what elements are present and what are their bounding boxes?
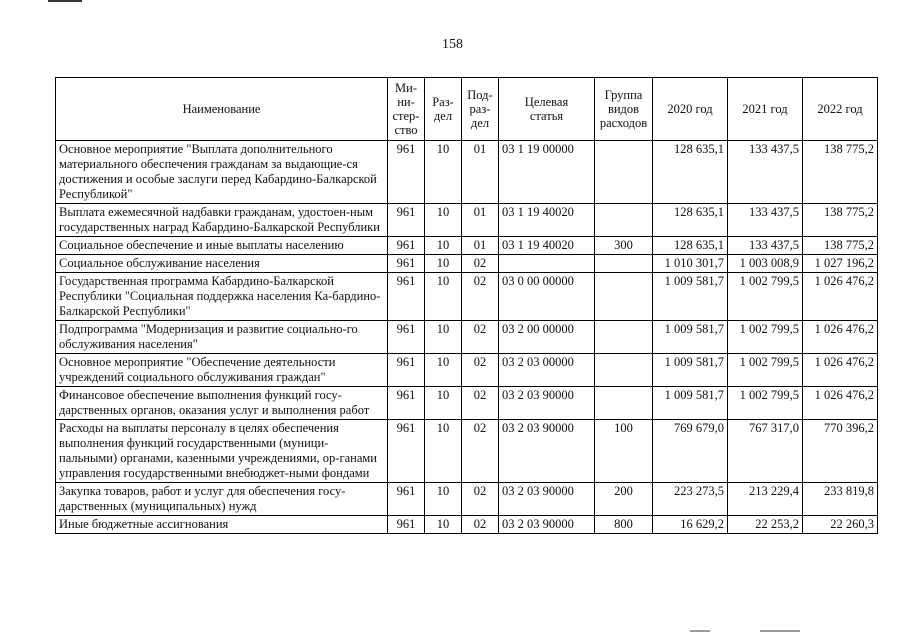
cell-subsection: 02 bbox=[462, 354, 499, 387]
cell-subsection: 02 bbox=[462, 255, 499, 273]
cell-target bbox=[499, 255, 595, 273]
cell-group bbox=[595, 273, 653, 321]
cell-group bbox=[595, 204, 653, 237]
table-row bbox=[56, 354, 878, 387]
cell-2021: 1 002 799,5 bbox=[728, 354, 803, 387]
cell-ministry: 961 bbox=[388, 354, 425, 387]
table-row bbox=[56, 204, 878, 237]
cell-2022: 138 775,2 bbox=[803, 237, 878, 255]
cell-2022: 1 026 476,2 bbox=[803, 387, 878, 420]
cell-2021: 133 437,5 bbox=[728, 237, 803, 255]
cell-section: 10 bbox=[425, 354, 462, 387]
cell-section: 10 bbox=[425, 387, 462, 420]
cell-section: 10 bbox=[425, 273, 462, 321]
header-2020: 2020 год bbox=[653, 78, 728, 141]
cell-target: 03 2 03 90000 bbox=[499, 483, 595, 516]
cell-2020: 1 009 581,7 bbox=[653, 387, 728, 420]
cell-section: 10 bbox=[425, 255, 462, 273]
cell-subsection: 02 bbox=[462, 516, 499, 534]
cell-target: 03 0 00 00000 bbox=[499, 273, 595, 321]
cell-name: Расходы на выплаты персоналу в целях обеспечения выполнения функций государственными (муници-пальными) органами, казенными учреждениями, ор-ганами управления государственными внебюджет-ными фондами bbox=[56, 420, 388, 483]
cell-2021: 767 317,0 bbox=[728, 420, 803, 483]
cell-target: 03 2 03 90000 bbox=[499, 387, 595, 420]
header-group: Группа видов расходов bbox=[595, 78, 653, 141]
cell-group: 200 bbox=[595, 483, 653, 516]
cell-subsection: 02 bbox=[462, 387, 499, 420]
cell-ministry: 961 bbox=[388, 273, 425, 321]
cell-ministry: 961 bbox=[388, 141, 425, 204]
cell-target: 03 1 19 40020 bbox=[499, 237, 595, 255]
cell-target: 03 2 03 00000 bbox=[499, 354, 595, 387]
cell-ministry: 961 bbox=[388, 321, 425, 354]
cell-2021: 133 437,5 bbox=[728, 141, 803, 204]
table-row bbox=[56, 237, 878, 255]
header-2022: 2022 год bbox=[803, 78, 878, 141]
cell-2020: 769 679,0 bbox=[653, 420, 728, 483]
cell-ministry: 961 bbox=[388, 204, 425, 237]
cell-ministry: 961 bbox=[388, 420, 425, 483]
cell-subsection: 02 bbox=[462, 420, 499, 483]
cell-2022: 233 819,8 bbox=[803, 483, 878, 516]
header-subsection: Под- раз- дел bbox=[462, 78, 499, 141]
cell-section: 10 bbox=[425, 321, 462, 354]
scan-artifact-line bbox=[48, 0, 82, 2]
cell-2021: 1 002 799,5 bbox=[728, 273, 803, 321]
cell-group bbox=[595, 321, 653, 354]
cell-2020: 128 635,1 bbox=[653, 141, 728, 204]
table-row bbox=[56, 483, 878, 516]
cell-group bbox=[595, 141, 653, 204]
cell-subsection: 01 bbox=[462, 141, 499, 204]
header-target: Целевая статья bbox=[499, 78, 595, 141]
cell-2022: 138 775,2 bbox=[803, 204, 878, 237]
cell-ministry: 961 bbox=[388, 255, 425, 273]
page-number: 158 bbox=[442, 37, 463, 52]
cell-2022: 138 775,2 bbox=[803, 141, 878, 204]
cell-2021: 213 229,4 bbox=[728, 483, 803, 516]
cell-section: 10 bbox=[425, 204, 462, 237]
cell-section: 10 bbox=[425, 483, 462, 516]
table-row bbox=[56, 321, 878, 354]
cell-2022: 1 026 476,2 bbox=[803, 354, 878, 387]
cell-section: 10 bbox=[425, 420, 462, 483]
cell-2021: 133 437,5 bbox=[728, 204, 803, 237]
cell-subsection: 02 bbox=[462, 321, 499, 354]
cell-2021: 1 003 008,9 bbox=[728, 255, 803, 273]
header-ministry: Ми- ни- стер- ство bbox=[388, 78, 425, 141]
cell-name: Основное мероприятие "Выплата дополнительного материального обеспечения гражданам за выдающие-ся достижения и особые заслуги перед Кабардино-Балкарской Республикой" bbox=[56, 141, 388, 204]
cell-2022: 22 260,3 bbox=[803, 516, 878, 534]
cell-2020: 1 010 301,7 bbox=[653, 255, 728, 273]
cell-2020: 128 635,1 bbox=[653, 237, 728, 255]
cell-group bbox=[595, 354, 653, 387]
cell-2020: 1 009 581,7 bbox=[653, 273, 728, 321]
cell-ministry: 961 bbox=[388, 483, 425, 516]
cell-2021: 1 002 799,5 bbox=[728, 387, 803, 420]
table-row bbox=[56, 273, 878, 321]
table-row bbox=[56, 141, 878, 204]
cell-2021: 1 002 799,5 bbox=[728, 321, 803, 354]
cell-target: 03 2 03 90000 bbox=[499, 516, 595, 534]
cell-2020: 16 629,2 bbox=[653, 516, 728, 534]
cell-2020: 223 273,5 bbox=[653, 483, 728, 516]
cell-name: Основное мероприятие "Обеспечение деятельности учреждений социального обслуживания граждан" bbox=[56, 354, 388, 387]
cell-2022: 770 396,2 bbox=[803, 420, 878, 483]
cell-subsection: 01 bbox=[462, 237, 499, 255]
cell-subsection: 01 bbox=[462, 204, 499, 237]
cell-2022: 1 027 196,2 bbox=[803, 255, 878, 273]
budget-table bbox=[55, 77, 878, 534]
header-name: Наименование bbox=[56, 78, 388, 141]
scan-artifact-footer bbox=[760, 630, 800, 632]
cell-subsection: 02 bbox=[462, 483, 499, 516]
cell-2020: 1 009 581,7 bbox=[653, 354, 728, 387]
header-section: Раз- дел bbox=[425, 78, 462, 141]
cell-target: 03 1 19 40020 bbox=[499, 204, 595, 237]
cell-name: Закупка товаров, работ и услуг для обеспечения госу-дарственных (муниципальных) нужд bbox=[56, 483, 388, 516]
cell-group: 100 bbox=[595, 420, 653, 483]
cell-subsection: 02 bbox=[462, 273, 499, 321]
cell-2021: 22 253,2 bbox=[728, 516, 803, 534]
cell-2022: 1 026 476,2 bbox=[803, 273, 878, 321]
scan-artifact-footer bbox=[690, 630, 710, 632]
cell-name: Выплата ежемесячной надбавки гражданам, удостоен-ным государственных наград Кабардино-Балкарской Республики bbox=[56, 204, 388, 237]
table-row bbox=[56, 255, 878, 273]
cell-section: 10 bbox=[425, 237, 462, 255]
header-row bbox=[56, 78, 878, 141]
cell-name: Социальное обеспечение и иные выплаты населению bbox=[56, 237, 388, 255]
cell-group: 800 bbox=[595, 516, 653, 534]
cell-ministry: 961 bbox=[388, 387, 425, 420]
cell-group bbox=[595, 255, 653, 273]
cell-name: Подпрограмма "Модернизация и развитие социально-го обслуживания населения" bbox=[56, 321, 388, 354]
header-2021: 2021 год bbox=[728, 78, 803, 141]
cell-2020: 128 635,1 bbox=[653, 204, 728, 237]
cell-2022: 1 026 476,2 bbox=[803, 321, 878, 354]
cell-name: Государственная программа Кабардино-Балкарской Республики "Социальная поддержка населения Ка-бардино-Балкарской Республики" bbox=[56, 273, 388, 321]
cell-target: 03 1 19 00000 bbox=[499, 141, 595, 204]
table-row bbox=[56, 420, 878, 483]
cell-name: Иные бюджетные ассигнования bbox=[56, 516, 388, 534]
cell-2020: 1 009 581,7 bbox=[653, 321, 728, 354]
table-row bbox=[56, 387, 878, 420]
cell-ministry: 961 bbox=[388, 516, 425, 534]
cell-group: 300 bbox=[595, 237, 653, 255]
cell-target: 03 2 03 90000 bbox=[499, 420, 595, 483]
cell-section: 10 bbox=[425, 516, 462, 534]
cell-section: 10 bbox=[425, 141, 462, 204]
cell-ministry: 961 bbox=[388, 237, 425, 255]
cell-name: Финансовое обеспечение выполнения функций госу-дарственных органов, оказания услуг и выполнения работ bbox=[56, 387, 388, 420]
cell-group bbox=[595, 387, 653, 420]
cell-name: Социальное обслуживание населения bbox=[56, 255, 388, 273]
cell-target: 03 2 00 00000 bbox=[499, 321, 595, 354]
table-row bbox=[56, 516, 878, 534]
